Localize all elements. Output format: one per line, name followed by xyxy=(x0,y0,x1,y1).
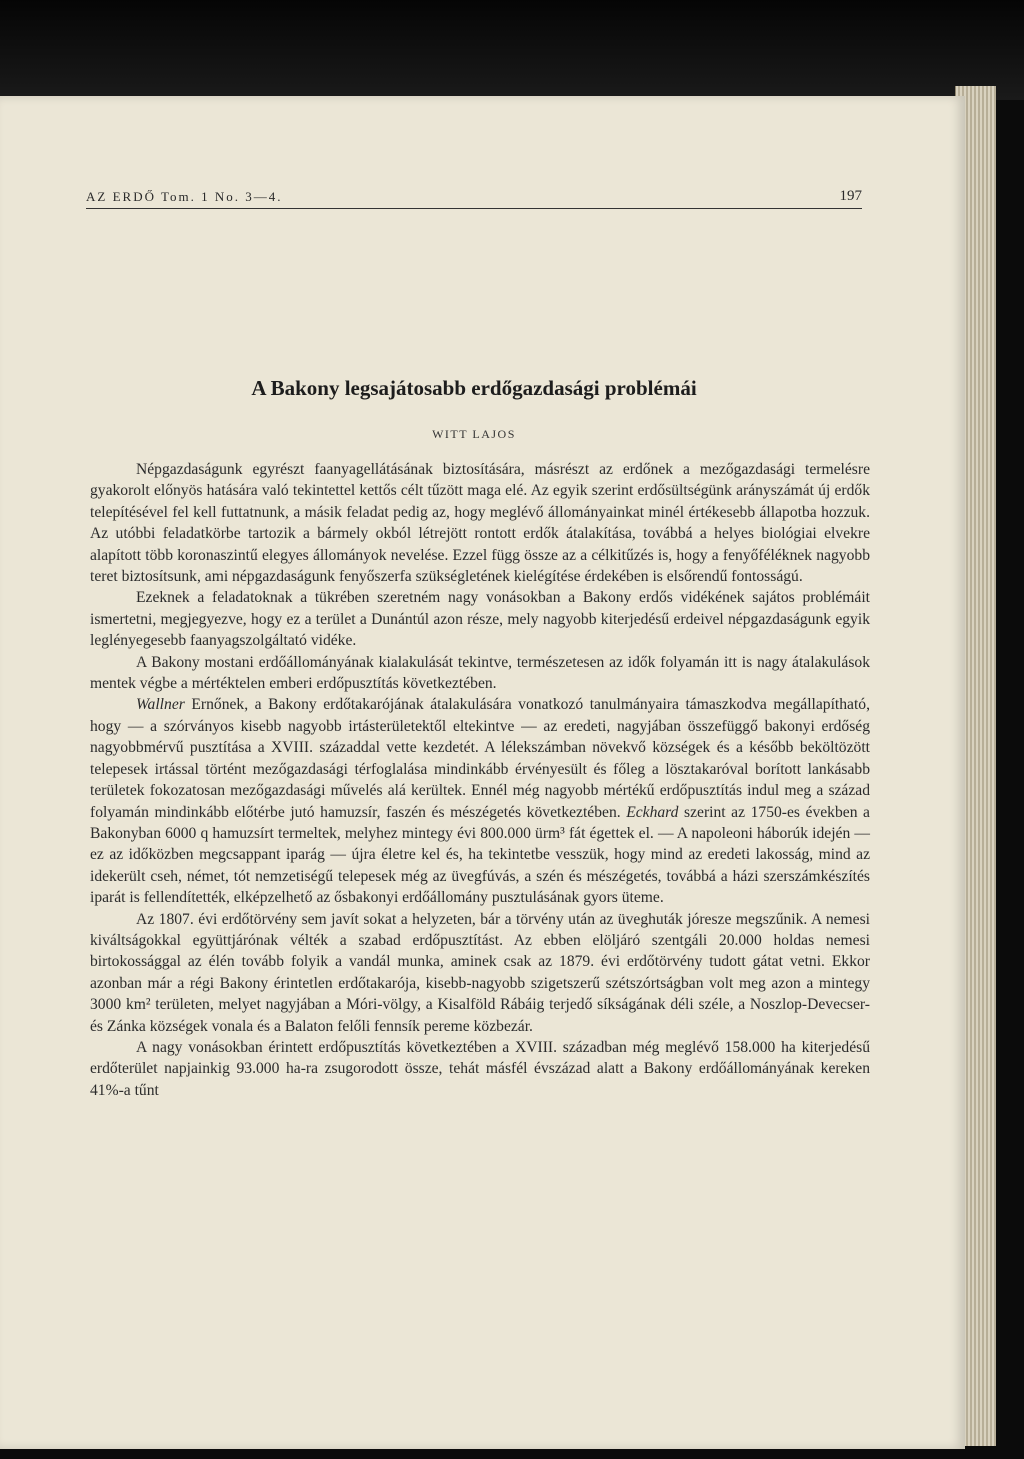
paragraph-3: A Bakony mostani erdőállományának kialakulását tekintve, természetesen az idők folyamán itt is nagy átalakulások mentek végbe a mértéktelen emberi erdőpusztítás következtében. xyxy=(90,653,870,693)
paragraph-1: Népgazdaságunk egyrészt faanyagellátásának biztosítására, másrészt az erdőnek a mezőgazdasági termelésre gyakorolt előnyös hatására való tekintettel kettős célt tűzött maga elé. Az egyik szerint erdősültségünk arányszámát új erdők telepítésével fel kell futtatnunk, a másik feladat pedig az, hogy meglévő állományainkat minél értékesebb állapotba hozzuk. Az utóbbi feladatkörbe tartozik a bármely okból létrejött rontott erdők átalakítása, továbbá a helyes biológiai elvekre alapított több koronaszintű elegyes állományok nevelése. Ezzel függ össze az a célkitűzés is, hogy a fenyőféléknek nagyobb teret biztosítsunk, ami népgazdaságunk fenyőszerfa szükségletének kielégítése érdekében is elsőrendű fontosságú. xyxy=(90,461,870,586)
paragraph-4 xyxy=(90,694,870,908)
cited-author-eckhard: Eckhard xyxy=(626,803,679,821)
paragraph-2: Ezeknek a feladatoknak a tükrében szeretném nagy vonásokban a Bakony erdős vidékének sajátos problémáit ismertetni, megjegyezve, hogy ez a terület a Dunántúl azon része, mely nagyobb kiterjedésű erdeivel népgazdaságunk egyik leglényegesebb faanyagszolgáltató vidéke. xyxy=(90,589,870,650)
cited-author-wallner: Wallner xyxy=(136,696,185,714)
article-author: WITT LAJOS xyxy=(432,427,516,441)
paragraph-5: Az 1807. évi erdőtörvény sem javít sokat a helyzeten, bár a törvény után az üveghuták jóresze megszűnik. A nemesi kiváltságokkal együttjárónak vélték a szabad erdőpusztítást. Az ebben elöljáró szentgáli 20.000 holdas nemesi birtokossággal az élén tovább folyik a vandál munka, aminek csak az 1879. évi erdőtörvény tudott gátat vetni. Ekkor azonban már a régi Bakony érintetlen erdőtakarója, kisebb-nagyobb szigetszerű szétszórtságban volt meg azon a mintegy 3000 km² területen, melyet nagyjában a Móri-völgy, a Kisalföld Rábáig terjedő síkságának déli széle, a Noszlop-Devecser- és Zánka községek vonala és a Balaton felőli fennsík pereme közbezár. xyxy=(90,910,870,1035)
paragraph-4-part-b: szerint az 1750-es években a Bakonyban 6000 q hamuzsírt termeltek, melyhez mintegy évi 800.000 ürm³ fát égettek el. — A napoleoni háborúk idején — ez az időközben megcsappant iparág — újra életre kel és, ha tekintetbe vesszük, hogy mind az eredeti lakosság, mind az idekerült cseh, német, tót nemzetiségű telepesek még az üvegfúvás, a szén és mészégetés, továbbá a házi szerszámkészítés iparát is fellendítették, elképzelhető az ősbakonyi erdőállomány pusztulásának gyors üteme. xyxy=(90,803,870,907)
paragraph-6: A nagy vonásokban érintett erdőpusztítás következtében a XVIII. században még meglévő 158.000 ha kiterjedésű erdőterület napjainkig 93.000 ha-ra zsugorodott össze, tehát másfél évszázad alatt a Bakony erdőállományának kereken 41%-a tűnt xyxy=(90,1038,870,1099)
paragraph-4-part-a: Ernőnek, a Bakony erdőtakarójának átalakulására vonatkozó tanulmányaira támaszkodva megállapítható, hogy — a szórványos kisebb nagyobb irtásterületektől eltekintve — az eredeti, nagyjában összefüggő bakonyi erdőség nagyobbmérvű pusztítása a XVIII. századdal vette kezdetét. A lélekszámban növekvő községek és a később beköltözött telepesek irtással történt mezőgazdasági térfoglalása mindinkább érvényesült és főleg a lösztakaróval borított lankásabb területek fokozatosan mezőgazdasági művelés alá kerültek. Ennél még nagyobb mértékű erdőpusztítás indul meg a század folyamán mindinkább előtérbe jutó hamuzsír, faszén és mészégetés következtében. xyxy=(90,696,870,821)
journal-citation: AZ ERDŐ Tom. 1 No. 3—4. xyxy=(86,189,283,204)
page-number: 197 xyxy=(839,188,862,204)
running-header xyxy=(86,188,862,209)
article-body xyxy=(90,459,870,1101)
book-page xyxy=(0,96,965,1449)
article-title: A Bakony legsajátosabb erdőgazdasági problémái xyxy=(251,376,697,400)
scan-background xyxy=(0,0,1024,100)
